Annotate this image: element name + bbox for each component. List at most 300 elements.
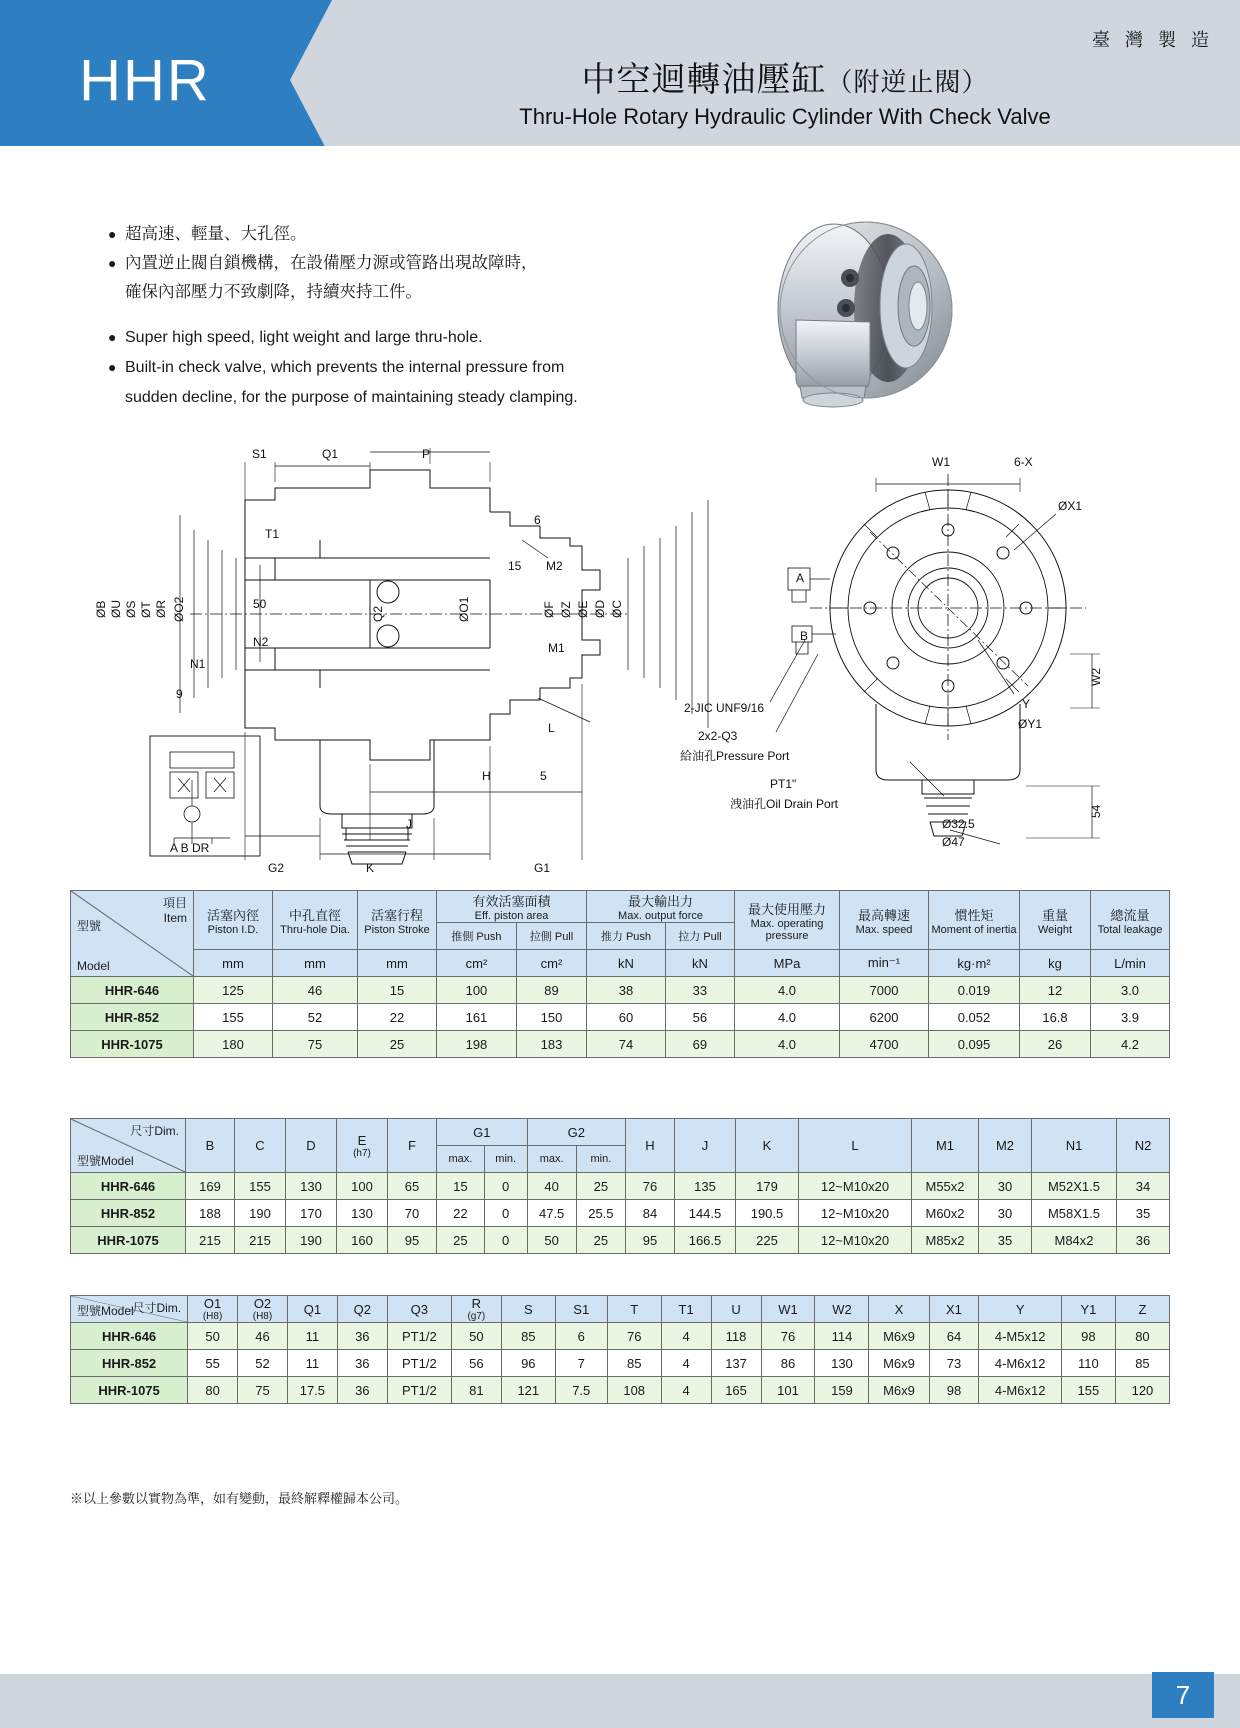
col-y: Y: [979, 1296, 1062, 1323]
note-q3: 2x2-Q3: [698, 729, 738, 743]
col-pressure-en: Max. operating pressure: [750, 917, 824, 942]
cell: 64: [929, 1323, 979, 1350]
col-speed-en: Max. speed: [855, 923, 913, 936]
cell: 188: [186, 1200, 235, 1227]
cell: 35: [979, 1227, 1032, 1254]
table-row: [71, 1200, 1170, 1227]
cell: 17.5: [287, 1377, 337, 1404]
cell: 0.019: [929, 977, 1020, 1004]
cell: 36: [337, 1350, 387, 1377]
cell: 76: [761, 1323, 815, 1350]
col-stroke-en: Piston Stroke: [364, 923, 430, 936]
dim-label-oz: ØZ: [559, 601, 573, 618]
cell: 225: [736, 1227, 799, 1254]
dim-label-ob: ØB: [94, 600, 108, 618]
dim-label-oe: ØE: [576, 600, 590, 618]
cell: 169: [186, 1173, 235, 1200]
table-corner-cell: [71, 1119, 186, 1173]
dim-label-w2: W2: [1089, 668, 1103, 686]
col-piston-id: [194, 891, 273, 950]
unit-force-pull: kN: [665, 950, 734, 977]
note-pressure-port: 給油孔Pressure Port: [680, 749, 790, 763]
cell: 155: [235, 1173, 286, 1200]
col-leak-en: Total leakage: [1097, 923, 1163, 936]
col-t: T: [607, 1296, 661, 1323]
col-piston-id-cn: 活塞內徑: [206, 907, 259, 923]
col-inertia-en: Moment of inertia: [931, 923, 1017, 936]
cell: 84: [626, 1200, 675, 1227]
cell: M85x2: [912, 1227, 979, 1254]
cell: 22: [358, 1004, 437, 1031]
feature-item: [108, 251, 708, 276]
bullet-icon: ●: [108, 359, 117, 375]
note-jic: 2-JIC UNF9/16: [684, 701, 765, 715]
table-row: [71, 977, 1170, 1004]
col-speed-cn: 最高轉速: [857, 907, 910, 923]
cell: 47.5: [527, 1200, 576, 1227]
table-header-row: [71, 1119, 1170, 1146]
dim-label-ox1: ØX1: [1058, 499, 1083, 513]
dim-label-9: 9: [176, 687, 183, 701]
cell: 38: [587, 977, 666, 1004]
cell: 4-M6x12: [979, 1350, 1062, 1377]
cell: 198: [437, 1031, 517, 1058]
cell: 69: [665, 1031, 734, 1058]
sub-force-pull: 拉力 Pull: [665, 923, 734, 950]
cell: 120: [1115, 1377, 1169, 1404]
cell: 118: [711, 1323, 761, 1350]
cell: 95: [388, 1227, 437, 1254]
feature-item: [108, 325, 708, 351]
dim-label-j: J: [406, 817, 412, 831]
col-thru-hole: [273, 891, 358, 950]
col-o1-label: O1: [203, 1296, 222, 1311]
circuit-label-abdr: A B DR: [170, 841, 210, 855]
cell: 4.0: [735, 1031, 840, 1058]
feature-spacer: [108, 309, 708, 325]
row-model: HHR-1075: [71, 1031, 194, 1058]
cell: 165: [711, 1377, 761, 1404]
cell: 3.9: [1091, 1004, 1170, 1031]
dim-label-o47: Ø47: [942, 835, 965, 849]
col-max-pressure: [735, 891, 840, 950]
dim-label-oo1: ØO1: [457, 596, 471, 622]
feature-item: [108, 280, 708, 305]
cell: 56: [451, 1350, 501, 1377]
cell: 12: [1020, 977, 1091, 1004]
sub-g2-max: max.: [527, 1146, 576, 1173]
view-label-b: B: [800, 629, 809, 643]
cell: 114: [815, 1323, 869, 1350]
cell: 160: [337, 1227, 388, 1254]
table-row: [71, 1227, 1170, 1254]
page-title-en: Thru-Hole Rotary Hydraulic Cylinder With Check Valve: [519, 104, 1051, 129]
unit-thru-hole: mm: [273, 950, 358, 977]
dim-label-q1: Q1: [322, 447, 339, 461]
cell: 50: [451, 1323, 501, 1350]
row-model: HHR-852: [71, 1200, 186, 1227]
unit-area-pull: cm²: [516, 950, 586, 977]
cell: 180: [194, 1031, 273, 1058]
unit-inertia: kg·m²: [929, 950, 1020, 977]
unit-force-push: kN: [587, 950, 666, 977]
col-s1: S1: [555, 1296, 607, 1323]
cell: 100: [437, 977, 517, 1004]
col-h: H: [626, 1119, 675, 1173]
cell: 190: [235, 1200, 286, 1227]
dim-label-k: K: [366, 861, 375, 875]
cell: 12~M10x20: [799, 1200, 912, 1227]
cell: 36: [1117, 1227, 1170, 1254]
dim-label-50: 50: [253, 597, 267, 611]
table-row: [71, 1350, 1170, 1377]
col-f: F: [388, 1119, 437, 1173]
cell: PT1/2: [387, 1350, 451, 1377]
col-e: [337, 1119, 388, 1173]
feature-text: 確保內部壓力不致劇降，持續夾持工件。: [125, 283, 422, 301]
col-b: B: [186, 1119, 235, 1173]
dim-label-of: ØF: [542, 601, 556, 618]
cell: 0: [484, 1227, 527, 1254]
cell: 50: [527, 1227, 576, 1254]
col-pressure-cn: 最大使用壓力: [747, 901, 826, 917]
corner-dim-label: 尺寸Dim.: [132, 1301, 182, 1315]
cell: 96: [501, 1350, 555, 1377]
cell: 125: [194, 977, 273, 1004]
col-t1: T1: [661, 1296, 711, 1323]
dim-label-t1: T1: [265, 527, 280, 541]
table-row: [71, 1323, 1170, 1350]
cell: 81: [451, 1377, 501, 1404]
group-area-en: Eff. piston area: [474, 910, 549, 922]
table-corner-cell: [71, 1296, 188, 1323]
cell: 190: [286, 1227, 337, 1254]
col-q2: Q2: [337, 1296, 387, 1323]
cell: M60x2: [912, 1200, 979, 1227]
brand-arrow: [290, 0, 332, 160]
cell: 25: [437, 1227, 485, 1254]
col-o2-label: O2: [253, 1296, 272, 1311]
dim-label-6: 6: [534, 513, 541, 527]
cell: 4-M6x12: [979, 1377, 1062, 1404]
dim-label-y: Y: [1022, 697, 1031, 711]
cell: 95: [626, 1227, 675, 1254]
cell: 46: [273, 977, 358, 1004]
feature-text: Super high speed, light weight and large thru-hole.: [125, 329, 483, 346]
cell: 26: [1020, 1031, 1091, 1058]
col-stroke: [358, 891, 437, 950]
col-stroke-cn: 活塞行程: [370, 907, 423, 923]
cell: 15: [437, 1173, 485, 1200]
col-total-leakage: [1091, 891, 1170, 950]
col-weight-cn: 重量: [1041, 907, 1068, 923]
cell: 11: [287, 1350, 337, 1377]
product-photo: [738, 200, 988, 422]
dim-label-q2: Q2: [371, 605, 385, 622]
corner-model-en: Model: [77, 959, 110, 973]
cell: 4.0: [735, 977, 840, 1004]
col-w2: W2: [815, 1296, 869, 1323]
cell: 75: [238, 1377, 288, 1404]
dim-label-ou: ØU: [109, 600, 123, 618]
cell: 0: [484, 1173, 527, 1200]
cell: 137: [711, 1350, 761, 1377]
cell: 56: [665, 1004, 734, 1031]
dim-label-oc: ØC: [610, 600, 624, 618]
dimension-table-1: [70, 1118, 1170, 1254]
made-in-label: 臺 灣 製 造: [1091, 30, 1214, 50]
cell: 121: [501, 1377, 555, 1404]
footnote: ※以上參數以實物為準，如有變動，最終解釋權歸本公司。: [70, 1491, 409, 1506]
bullet-icon: ●: [108, 255, 117, 271]
col-r-sub: (g7): [467, 1311, 486, 1322]
cell: 52: [273, 1004, 358, 1031]
col-s: S: [501, 1296, 555, 1323]
bullet-icon: ●: [108, 329, 117, 345]
cell: 135: [675, 1173, 736, 1200]
feature-item: [108, 385, 708, 411]
cell: 70: [388, 1200, 437, 1227]
cell: PT1/2: [387, 1323, 451, 1350]
cell: 46: [238, 1323, 288, 1350]
cell: 101: [761, 1377, 815, 1404]
sub-force-push: 推力 Push: [587, 923, 666, 950]
cell: 65: [388, 1173, 437, 1200]
cell: 4: [661, 1377, 711, 1404]
cell: 30: [979, 1200, 1032, 1227]
group-force-en: Max. output force: [618, 910, 704, 922]
cell: 215: [235, 1227, 286, 1254]
dim-label-od: ØD: [593, 600, 607, 618]
corner-model-cn: 型號: [77, 919, 102, 933]
dim-label-h: H: [482, 769, 491, 783]
table-header-row: [71, 1296, 1170, 1323]
page-title-cn: [330, 52, 1240, 101]
col-z: Z: [1115, 1296, 1169, 1323]
row-model: HHR-646: [71, 977, 194, 1004]
cell: 25: [576, 1173, 625, 1200]
cell: 190.5: [736, 1200, 799, 1227]
cell: 55: [188, 1350, 238, 1377]
corner-item-cn: 項目: [162, 896, 187, 910]
cell: 7: [555, 1350, 607, 1377]
cell: 7.5: [555, 1377, 607, 1404]
cell: 35: [1117, 1200, 1170, 1227]
dim-label-m1: M1: [548, 641, 565, 655]
dim-label-15: 15: [508, 559, 522, 573]
table-corner-cell: [71, 891, 194, 977]
cell: 89: [516, 977, 586, 1004]
col-r: [451, 1296, 501, 1323]
cell: 166.5: [675, 1227, 736, 1254]
bullet-icon: ●: [108, 226, 117, 242]
col-thru-hole-en: Thru-hole Dia.: [280, 923, 350, 936]
dim-label-or: ØR: [154, 600, 168, 618]
sub-area-pull: 拉側 Pull: [516, 923, 586, 950]
cell: 15: [358, 977, 437, 1004]
col-r-label: R: [471, 1296, 482, 1311]
cell: M6x9: [869, 1377, 929, 1404]
col-thru-hole-cn: 中孔直徑: [288, 907, 341, 923]
col-w1: W1: [761, 1296, 815, 1323]
sub-g1-min: min.: [484, 1146, 527, 1173]
cell: 22: [437, 1200, 485, 1227]
row-model: HHR-1075: [71, 1377, 188, 1404]
cell: 130: [815, 1350, 869, 1377]
cell: 179: [736, 1173, 799, 1200]
row-model: HHR-646: [71, 1323, 188, 1350]
header-bottom-strip: [0, 146, 1240, 160]
cell: 25.5: [576, 1200, 625, 1227]
col-leak-cn: 總流量: [1110, 907, 1150, 923]
cell: 60: [587, 1004, 666, 1031]
cell: 159: [815, 1377, 869, 1404]
col-e-label: E: [357, 1132, 367, 1148]
sub-g2-min: min.: [576, 1146, 625, 1173]
col-n2: N2: [1117, 1119, 1170, 1173]
cell: 4-M5x12: [979, 1323, 1062, 1350]
table-row: [71, 1031, 1170, 1058]
col-m2: M2: [979, 1119, 1032, 1173]
cell: 215: [186, 1227, 235, 1254]
dim-label-s1: S1: [252, 447, 267, 461]
dim-label-oy1: ØY1: [1018, 717, 1043, 731]
cell: M6x9: [869, 1323, 929, 1350]
cell: 161: [437, 1004, 517, 1031]
row-model: HHR-1075: [71, 1227, 186, 1254]
dim-label-6x: 6-X: [1014, 455, 1033, 469]
col-y1: Y1: [1061, 1296, 1115, 1323]
col-g1: G1: [437, 1119, 528, 1146]
cell: 130: [286, 1173, 337, 1200]
page-header: [0, 0, 1240, 160]
feature-text: Built-in check valve, which prevents the internal pressure from: [125, 359, 565, 376]
cell: 98: [1061, 1323, 1115, 1350]
cell: 98: [929, 1377, 979, 1404]
dim-label-g1: G1: [534, 861, 551, 875]
col-l: L: [799, 1119, 912, 1173]
unit-leakage: L/min: [1091, 950, 1170, 977]
cell: 40: [527, 1173, 576, 1200]
col-inertia-cn: 慣性矩: [954, 907, 994, 923]
feature-list: [108, 222, 708, 415]
group-area-cn: 有效活塞面積: [472, 894, 551, 909]
unit-area-push: cm²: [437, 950, 517, 977]
cell: 16.8: [1020, 1004, 1091, 1031]
table-units-row: [71, 950, 1170, 977]
cell: 25: [576, 1227, 625, 1254]
dim-label-os: ØS: [124, 600, 138, 618]
unit-piston-id: mm: [194, 950, 273, 977]
group-max-output-force: [587, 891, 735, 923]
dim-label-n1: N1: [190, 657, 206, 671]
cell: 11: [287, 1323, 337, 1350]
col-o1: [188, 1296, 238, 1323]
col-o1-sub: (H8): [202, 1311, 223, 1322]
unit-pressure: MPa: [735, 950, 840, 977]
cell: 108: [607, 1377, 661, 1404]
cell: 3.0: [1091, 977, 1170, 1004]
cell: 36: [337, 1377, 387, 1404]
col-q3: Q3: [387, 1296, 451, 1323]
cell: 12~M10x20: [799, 1227, 912, 1254]
cell: 100: [337, 1173, 388, 1200]
cell: 7000: [840, 977, 929, 1004]
feature-text: 超高速、輕量、大孔徑。: [125, 225, 307, 243]
cell: 4700: [840, 1031, 929, 1058]
corner-model-label: 型號Model: [77, 1154, 134, 1168]
cell: 155: [1061, 1377, 1115, 1404]
cell: M84x2: [1032, 1227, 1117, 1254]
cell: M52X1.5: [1032, 1173, 1117, 1200]
dim-label-p: P: [422, 447, 431, 461]
page-title-cn-paren: （附逆止閥）: [826, 67, 989, 97]
group-force-cn: 最大輸出力: [628, 894, 694, 909]
page-title-cn-main: 中空迴轉油壓缸: [581, 61, 827, 99]
technical-drawing: [70, 440, 1170, 875]
cell: 4: [661, 1350, 711, 1377]
col-inertia: [929, 891, 1020, 950]
dim-label-l: L: [548, 721, 555, 735]
cell: M6x9: [869, 1350, 929, 1377]
dim-label-oo2: ØO2: [172, 596, 186, 622]
cell: 34: [1117, 1173, 1170, 1200]
page-number: 7: [1152, 1672, 1214, 1718]
col-o2: [238, 1296, 288, 1323]
cell: 4.2: [1091, 1031, 1170, 1058]
row-model: HHR-852: [71, 1004, 194, 1031]
col-d: D: [286, 1119, 337, 1173]
cell: 4: [661, 1323, 711, 1350]
dim-label-m2: M2: [546, 559, 563, 573]
cell: 0.052: [929, 1004, 1020, 1031]
col-g2: G2: [527, 1119, 625, 1146]
unit-weight: kg: [1020, 950, 1091, 977]
dim-label-o325: Ø32.5: [942, 817, 975, 831]
col-max-speed: [840, 891, 929, 950]
cell: 76: [607, 1323, 661, 1350]
cell: 25: [358, 1031, 437, 1058]
col-x1: X1: [929, 1296, 979, 1323]
col-x: X: [869, 1296, 929, 1323]
cell: 155: [194, 1004, 273, 1031]
col-k: K: [736, 1119, 799, 1173]
cell: 85: [1115, 1350, 1169, 1377]
row-model: HHR-852: [71, 1350, 188, 1377]
note-oil-drain: 洩油孔Oil Drain Port: [730, 797, 839, 811]
view-label-a: A: [796, 571, 805, 585]
dimension-table-2: [70, 1295, 1170, 1404]
feature-item: [108, 355, 708, 381]
cell: 30: [979, 1173, 1032, 1200]
feature-text: 內置逆止閥自鎖機構，在設備壓力源或管路出現故障時，: [125, 254, 538, 272]
unit-stroke: mm: [358, 950, 437, 977]
corner-dim-label: 尺寸Dim.: [130, 1124, 179, 1138]
table-row: [71, 1173, 1170, 1200]
cell: 150: [516, 1004, 586, 1031]
col-piston-id-en: Piston I.D.: [207, 923, 259, 936]
unit-speed: min⁻¹: [840, 950, 929, 977]
cell: 0.095: [929, 1031, 1020, 1058]
feature-text: sudden decline, for the purpose of maintaining steady clamping.: [125, 389, 578, 406]
cell: 80: [1115, 1323, 1169, 1350]
col-c: C: [235, 1119, 286, 1173]
note-pt1: PT1": [770, 777, 797, 791]
spec-table-main: [70, 890, 1170, 1058]
group-eff-piston-area: [437, 891, 587, 923]
dim-label-w1: W1: [932, 455, 950, 469]
cell: 36: [337, 1323, 387, 1350]
